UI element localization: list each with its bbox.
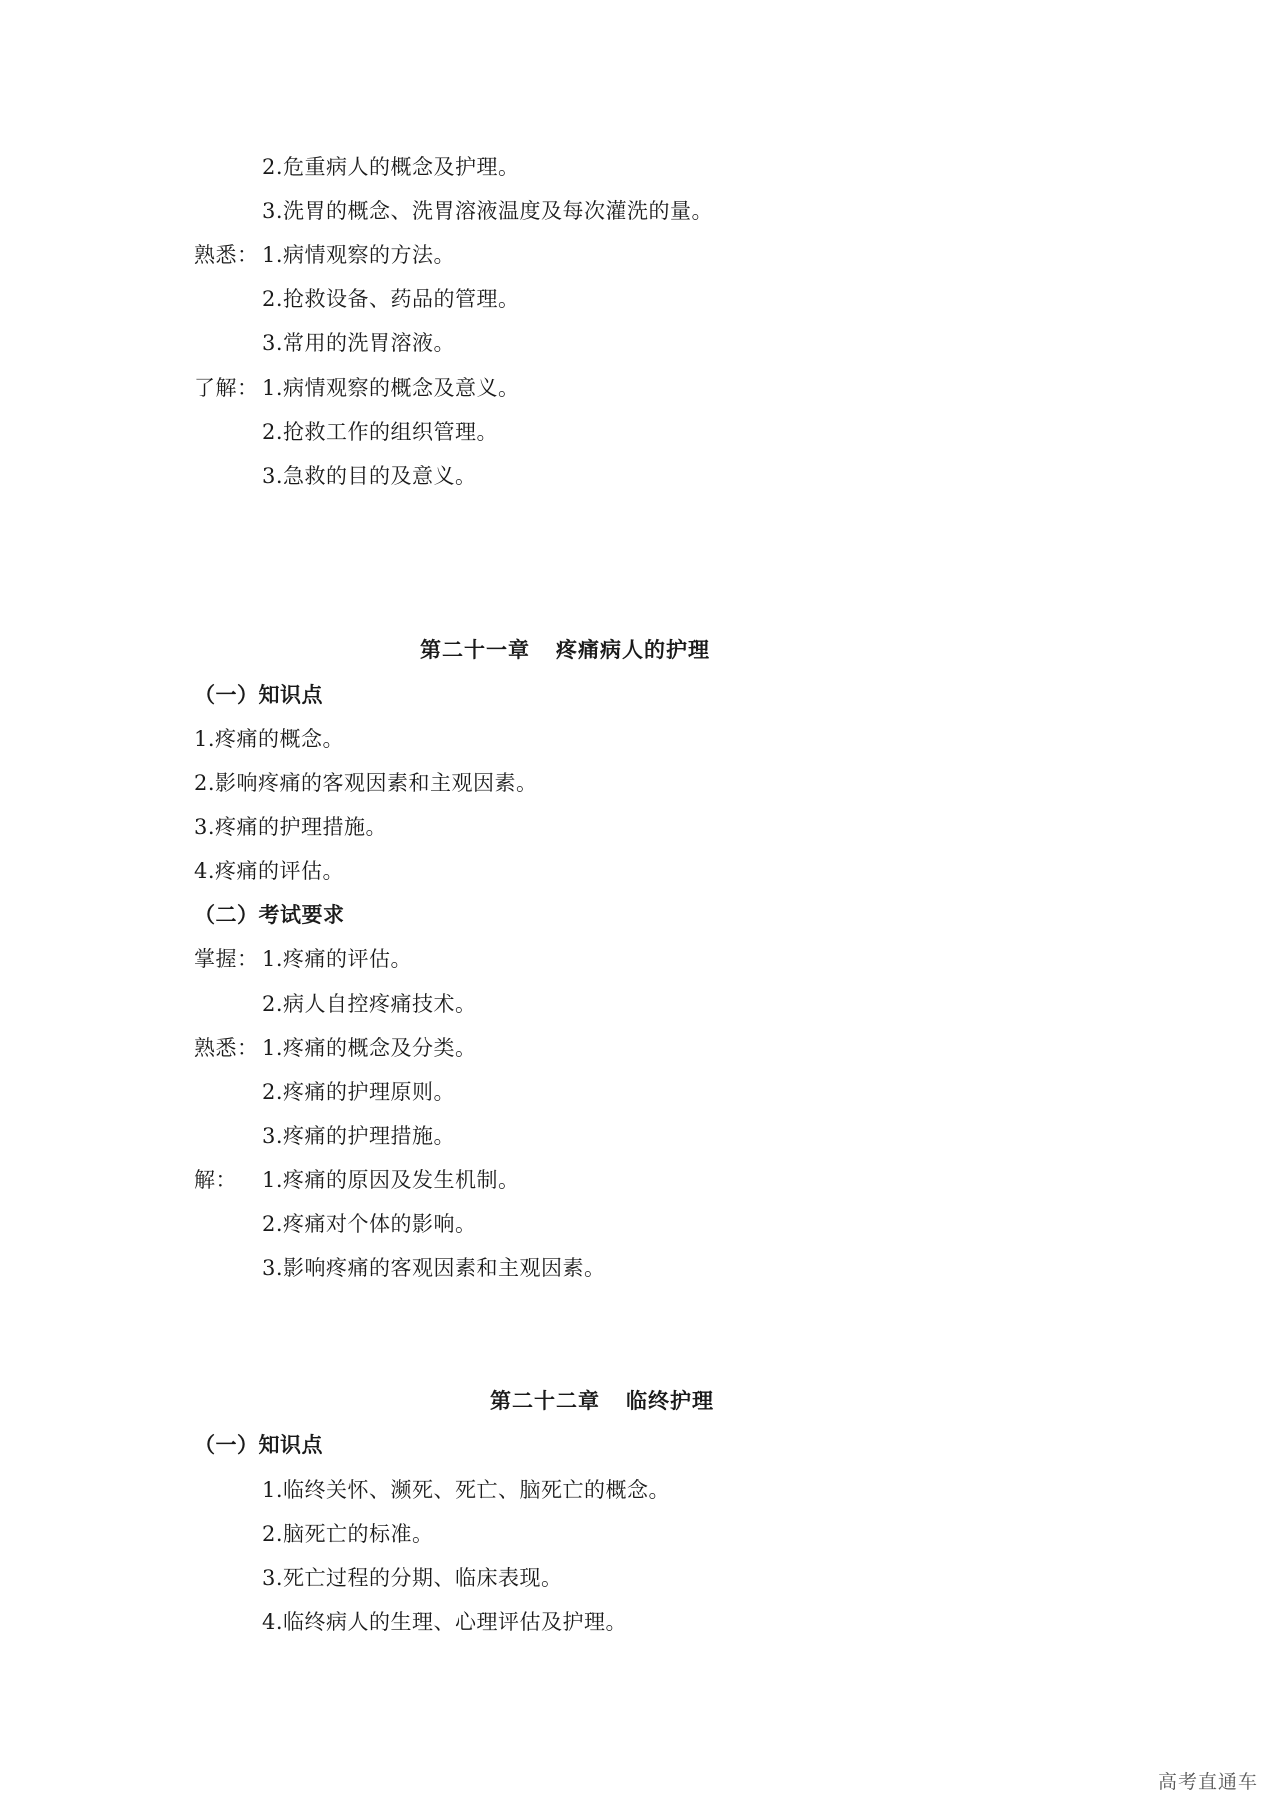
list-item: 2.影响疼痛的客观因素和主观因素。 bbox=[194, 771, 538, 795]
list-item: 4.临终病人的生理、心理评估及护理。 bbox=[262, 1610, 628, 1634]
list-item: 2.病人自控疼痛技术。 bbox=[262, 992, 477, 1016]
list-item: 4.疼痛的评估。 bbox=[194, 859, 345, 883]
list-item: 2.疼痛对个体的影响。 bbox=[262, 1212, 477, 1236]
section-heading: （二）考试要求 bbox=[194, 902, 345, 927]
list-item: 3.洗胃的概念、洗胃溶液温度及每次灌洗的量。 bbox=[262, 199, 714, 223]
section-heading: （一）知识点 bbox=[194, 682, 323, 707]
list-item: 2.抢救工作的组织管理。 bbox=[262, 420, 499, 444]
list-item: 了解： 1.病情观察的概念及意义。 bbox=[194, 376, 520, 400]
watermark: 高考直通车 bbox=[1157, 1771, 1258, 1793]
list-item: 掌握： 1.疼痛的评估。 bbox=[194, 947, 413, 971]
list-item: 2.危重病人的概念及护理。 bbox=[262, 155, 520, 179]
requirement-label: 熟悉： bbox=[194, 243, 259, 267]
requirement-label: 掌握： bbox=[194, 947, 259, 971]
chapter-heading: 第二十一章 疼痛病人的护理 bbox=[420, 637, 710, 662]
requirement-label: 解： bbox=[194, 1168, 237, 1192]
list-item: 1.疼痛的概念。 bbox=[194, 727, 345, 751]
list-item: 3.死亡过程的分期、临床表现。 bbox=[262, 1566, 563, 1590]
list-item: 熟悉： 1.疼痛的概念及分类。 bbox=[194, 1036, 477, 1060]
list-item: 3.疼痛的护理措施。 bbox=[194, 815, 388, 839]
list-item: 2.脑死亡的标准。 bbox=[262, 1522, 434, 1546]
section-heading: （一）知识点 bbox=[194, 1432, 323, 1457]
list-item: 3.疼痛的护理措施。 bbox=[262, 1124, 456, 1148]
list-item: 熟悉： 1.病情观察的方法。 bbox=[194, 243, 456, 267]
list-item: 3.常用的洗胃溶液。 bbox=[262, 331, 456, 355]
requirement-label: 了解： bbox=[194, 376, 259, 400]
chapter-heading: 第二十二章 临终护理 bbox=[490, 1388, 714, 1413]
requirement-label: 熟悉： bbox=[194, 1036, 259, 1060]
list-item: 2.疼痛的护理原则。 bbox=[262, 1080, 456, 1104]
list-item: 解： 1.疼痛的原因及发生机制。 bbox=[194, 1168, 520, 1192]
list-item: 3.急救的目的及意义。 bbox=[262, 464, 477, 488]
list-item: 3.影响疼痛的客观因素和主观因素。 bbox=[262, 1256, 606, 1280]
list-item: 1.临终关怀、濒死、死亡、脑死亡的概念。 bbox=[262, 1478, 671, 1502]
list-item: 2.抢救设备、药品的管理。 bbox=[262, 287, 520, 311]
